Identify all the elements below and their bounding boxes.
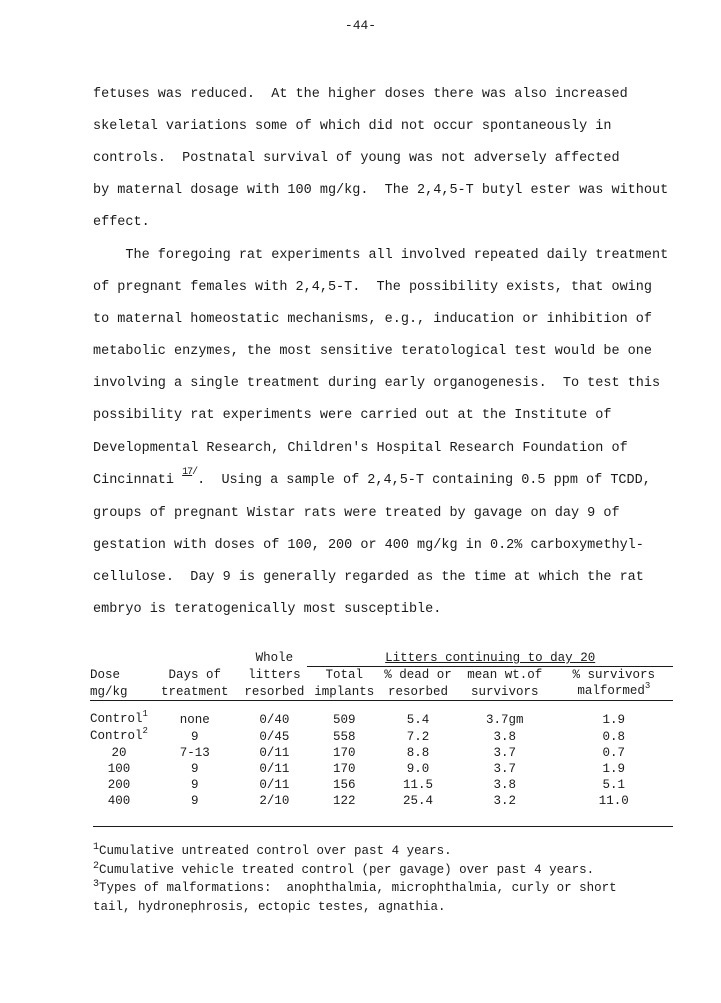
col-header-surv: malformed$^3$ [555,683,673,701]
footnote: $^2$Cumulative vehicle treated control (per gavage) over past 4 years. [93,860,595,877]
table-row [90,793,673,809]
text-line: skeletal variations some of which did not occur spontaneously in [93,119,612,135]
cell-surv: 11.0 [598,794,629,808]
citation-line-after: . Using a sample of 2,4,5-T containing 0.5 ppm of TCDD, [197,472,651,488]
footnote: $^1$Cumulative untreated control over past 4 years. [93,842,452,858]
citation-line [93,465,668,498]
text-line: The foregoing rat experiments all involved repeated daily treatment [93,248,669,263]
col-header-total: implants [307,683,381,701]
table-header-row [90,683,673,701]
cell-dead: 5.4 [406,712,430,727]
cell-dose: Control$^2$ [90,726,148,743]
cell-whole: 0/11 [259,778,290,792]
cell-dead: 9.0 [406,762,430,776]
cell-wt: 3.7 [493,762,517,776]
cell-surv: 5.1 [602,778,626,792]
cell-dose: 100 [107,762,131,776]
cell-total: 170 [332,762,356,776]
table-row [90,761,673,777]
page-number: -44- [344,18,377,33]
cell-whole: 0/11 [259,762,290,776]
table-row [90,711,673,728]
col-header-wt: survivors [455,683,555,701]
text-line: embryo is teratogenically most susceptible. [93,602,442,618]
group-header: Litters continuing to day 20 [385,651,596,665]
cell-days: 9 [190,778,199,792]
cell-dose: Control$^1$ [90,709,148,726]
text-line: involving a single treatment during early organogenesis. To test this [93,376,661,392]
col-header-dead: % dead or [381,667,455,684]
cell-total: 170 [332,746,356,760]
cell-dead: 7.2 [406,729,430,744]
cell-total: 558 [332,729,356,744]
cell-whole: 0/11 [259,746,290,760]
text-line: controls. Postnatal survival of young was not adversely affected [93,151,620,167]
cell-total: 156 [332,778,356,792]
cell-surv: 0.8 [602,729,626,744]
text-line: possibility rat experiments were carried out at the Institute of [93,408,612,424]
col-header-days: treatment [148,683,242,701]
cell-days: 7-13 [179,746,210,760]
cell-wt: 3.8 [493,729,517,744]
text-line: to maternal homeostatic mechanisms, e.g., inducation or inhibition of [93,312,652,328]
table-header-row [90,650,673,667]
text-line: gestation with doses of 100, 200 or 400 mg/kg in 0.2% carboxymethyl- [93,537,644,553]
cell-dead: 8.8 [406,746,430,760]
citation-line-before: Cincinnati [93,472,183,488]
cell-surv: 1.9 [602,712,626,727]
col-header-dose: Dose [90,667,121,682]
text-line: of pregnant females with 2,4,5-T. The possibility exists, that owing [93,280,652,296]
reference-marker: 17/ [182,466,198,478]
cell-whole: 0/45 [259,729,290,744]
cell-surv: 0.7 [602,746,626,760]
footnote-divider [93,826,673,827]
col-header-wt: mean wt.of [455,667,555,684]
cell-total: 122 [332,794,356,808]
text-line: effect. [93,215,150,231]
table-row [90,728,673,745]
text-line: by maternal dosage with 100 mg/kg. The 2,4,5-T butyl ester was without [93,183,669,199]
cell-dead: 11.5 [403,778,434,792]
results-table [90,650,673,809]
paragraph-2 [93,240,668,626]
cell-days: 9 [190,729,199,744]
cell-wt: 3.2 [493,794,517,808]
cell-days: 9 [190,762,199,776]
text-line: fetuses was reduced. At the higher doses there was also increased [93,87,628,102]
table-row [90,777,673,793]
cell-dead: 25.4 [403,794,434,808]
cell-surv: 1.9 [602,762,626,776]
cell-dose: 20 [111,746,127,760]
text-line: cellulose. Day 9 is generally regarded as the time at which the rat [93,569,644,585]
cell-wt: 3.7 [493,746,517,760]
cell-whole: 2/10 [259,794,290,808]
cell-days: none [179,712,210,727]
text-line: groups of pregnant Wistar rats were treated by gavage on day 9 of [93,505,620,521]
col-header-dose: mg/kg [90,683,148,701]
paragraph-1 [93,79,668,239]
footnote: $^3$Types of malformations: anophthalmia, microphthalmia, curly or short [93,879,617,895]
cell-wt: 3.8 [493,778,517,792]
col-header-dead: resorbed [381,683,455,701]
cell-whole: 0/40 [259,712,290,727]
cell-total: 509 [332,712,356,727]
footnote: tail, hydronephrosis, ectopic testes, agnathia. [93,899,446,914]
col-header-total: Total [307,667,381,684]
cell-wt: 3.7gm [486,712,524,727]
text-line: Developmental Research, Children's Hospital Research Foundation of [93,440,628,456]
col-header-surv: % survivors [555,667,673,684]
col-header-whole: resorbed [241,683,307,701]
cell-days: 9 [190,794,199,808]
table-row [90,745,673,761]
col-header-whole: Whole [255,651,294,666]
col-header-days: Days of [168,667,221,682]
cell-dose: 400 [107,794,131,808]
text-line: metabolic enzymes, the most sensitive teratological test would be one [93,344,652,360]
table-header-row [90,667,673,684]
col-header-whole: litters [248,667,301,682]
footnotes [93,843,683,915]
cell-dose: 200 [107,778,131,792]
